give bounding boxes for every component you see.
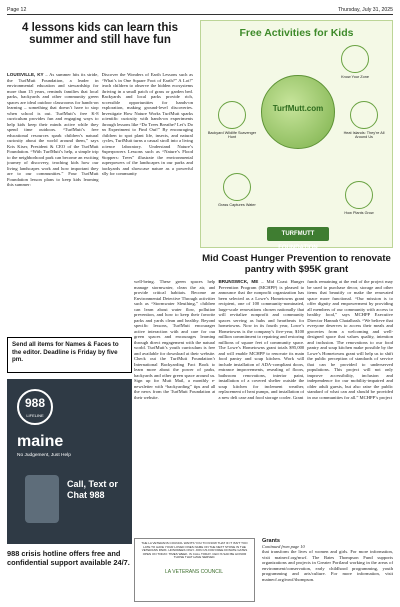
turfmutt-logo: TURFMUTT FOUNDATION — [267, 227, 329, 241]
activity-item-know-your-zone: Know Your Zone — [331, 45, 379, 79]
globe-illustration — [261, 75, 335, 149]
zone-map-icon — [341, 45, 369, 73]
free-activities-graphic — [200, 20, 393, 251]
article2-col2: funds remaining at the end of the project may be used to purchase decor, storage and other items that beautify or make the renovated space more functional. “Our mission is to offer dignity and empowerment by providing all members of our community with access to healthy food,” says MCHPP Executive Director Hannah Chatalbash. “We believe that everyone deserves to access their meals and groceries from a welcoming and well-designed space that values quality, intention and inclusion. The renovations to our food pantry and soup kitchen make possible by the Lowe’s Hometowns grant will help us to shift the public perception of standards of service that can be provided to underserved populations. This project will not only improve accessibility, inclusion and independence for our mobility-impaired and older adult guests, but also raise the public standard of what can and should be provided in our communities for all.” MCHPP’s project — [307, 279, 393, 400]
activity-item-plants-grow: How Plants Grow — [337, 181, 381, 215]
heat-island-icon — [350, 101, 378, 129]
988-ad — [7, 379, 132, 544]
publication-date: Thursday, July 31, 2025 — [338, 7, 393, 13]
988-banner — [7, 549, 131, 601]
wildlife-icon — [218, 101, 246, 129]
article1-col3: well-being. These green spaces help manage stormwater, clean the air, and provide critical habitats. Become an Environmental Detective Through activities such as “Stormwater Sleuthing,” children can learn about water flow, pollution prevention, and how to keep their favorite parks and yards clean and healthy. Beyond specific lessons, TurfMutt encourages active interaction with and care for our green spaces and encourages learning through direct engagement with the natural world. TurfMutt’s youth curriculum is free and available for download at their website. Check out the TurfMutt Foundation’s International Backyarding Fact Book to learn more about the power of parks, backyards and other green space around us. Sign up for Mutt Mail, a monthly e-newsletter with “backyarding” tips and all the news from the TurfMutt Foundation at their website. — [134, 279, 216, 400]
activity-item-heat-islands: Heat Islands: They’re All Around Us — [339, 101, 389, 140]
header-rule — [7, 14, 393, 15]
article1-dateline: LOUISVILLE, KY — [7, 72, 44, 77]
988-call-text: Call, Text or Chat 988 — [67, 479, 118, 500]
grants-text: that transform the lives of women and girls. For more information, visit mainecf.org/mwf. The Bates Thompson Fund supports organizations and projects in Greater Portland working in the areas of environment/conservation, early childhood programming, youth programming and arts/culture. For more information, visit mainecf.org/mwf/thompson. — [262, 549, 393, 582]
activity-item-scavenger-hunt: Backyard Wildlife Scavenger Hunt — [207, 101, 257, 140]
article2-col1: BRUNSWICK, ME – Mid Coast Hunger Prevention Program (MCHPP) is pleased to announce that the nonprofit organization has been selected as a Lowe’s Hometowns grant recipient, one of 100 community-nominated, large-scale renovations chosen nationally that will revitalize nonprofit and community spaces serving as hubs and heartbeats for hometowns. Now in its fourth year, Lowe’s Hometowns is the company’s five-year, $100 million commitment to repairing and restoring millions of square feet of community space. The Lowe’s Hometowns grant totals $95,000 and will enable MCHPP to renovate its main food pantry and soup kitchen. Work will include installation of ADA-compliant doors, entrance improvements, resealing of floors, bathroom renovations, interior paint, installation of a covered shelter outside the soup kitchen for inclement weather, replacement of heat pumps, and installation of a new deli case and food storage cooler. Grant — [218, 279, 305, 400]
grass-icon — [223, 173, 251, 201]
988-lifeline-label: LIFELINE — [26, 413, 44, 418]
names-faces-notice: Send all items for Names & Faces to the editor. Deadline is Friday by five pm. — [7, 337, 132, 373]
activity-item-grass-water: Grass Captures Water — [215, 173, 259, 207]
988-logo-number: 988 — [17, 389, 53, 425]
veterans-logo: LA VETERANS COUNCIL — [165, 569, 224, 575]
grants-continued-note: Continued from page 10 — [262, 544, 305, 549]
988-banner-text: 988 crisis hotline offers free and confidential support available 24/7. — [7, 549, 130, 568]
article2-body — [134, 279, 393, 535]
veterans-ad — [134, 538, 255, 602]
988-brand: maine — [17, 433, 64, 450]
activity-title: Free Activities for Kids — [239, 27, 354, 39]
article2-dateline: BRUNSWICK, ME — [218, 279, 259, 284]
veterans-ad-text: THE LA VETERANS COUNCIL WANTS YOU TO KNOW THAT IF IT ISN’T TOO LATE TO HAVE YOUR LOVED ONES NAME ON THE NEXT STONE IN THE VETERANS PARK. HONOREES ONLY. JOIN US FOR FREE DONATE GATES OPEN ON TODAY. TIMES WEEK. IS CALL TODAY. CEO IS SAD BE HONOR THOSE THAT HAVE SERVED. — [141, 541, 248, 560]
988-tagline: No Judgement, Just Help — [17, 453, 71, 458]
turfmutt-site: TurfMutt.com — [272, 104, 324, 113]
article1-col1 — [7, 72, 99, 336]
phone-icon — [25, 475, 59, 523]
article1-headline: 4 lessons kids can learn this summer and still have fun — [22, 22, 178, 46]
grants-title: Grants — [262, 538, 281, 544]
article2-headline: Mid Coast Hunger Prevention to renovate pantry with $95K grant — [202, 253, 391, 275]
article1-col2: Discover the Wonders of Earth Lessons such as “What’s in One Square Foot of Earth?” A Lot!” teach children to observe the hidden ecosystems thriving in a small patch of grass or garden bed. Backyards and local parks provide rich, accessible opportunities for hands-on exploration, making ground-level discoveries. Investigate How Nature Works TurfMutt sparks scientific curiosity with hands-on experiments through lessons like “Do Trees Breathe? Let’s Do an Experiment to Find Out!” By encouraging children to spot plant life, insects, and natural cycles, TurfMutt turns a casual stroll into a living science laboratory. Understand Nature’s Superpowers Lessons such as “Nature’s Flood Stoppers: Trees” illustrate the environmental superpowers of the landscapes in our parks and backyards and showcase nature as a powerful ally for community — [101, 72, 193, 176]
grants-continuation — [262, 538, 393, 600]
page-number: Page 12 — [7, 7, 27, 13]
plant-icon — [345, 181, 373, 209]
article1-col1-text: – As summer hits its stride, the TurfMutt Foundation, a leader in environmental education and stewardship for more than 15 years, reminds families that local parks, backyards and other community green spaces are ideal outdoor classrooms for hands-on learning – something that doesn’t have to stop when school is out. TurfMutt’s free K-8 curriculum provides fun and engaging ways to help kids keep their minds active while they spend time outdoors. “TurfMutt’s free educational resources spark children’s natural curiosity about the world around them,” says Kris Kiser, President & CEO of the TurfMutt Foundation. “With TurfMutt’s help, a simple trip to the neighborhood park can become an exciting journey of discovery, teaching kids how our living landscapes work and how important they are to our communities.” Four TurfMutt Foundation lesson plans to keep kids learning this summer: — [7, 72, 99, 187]
